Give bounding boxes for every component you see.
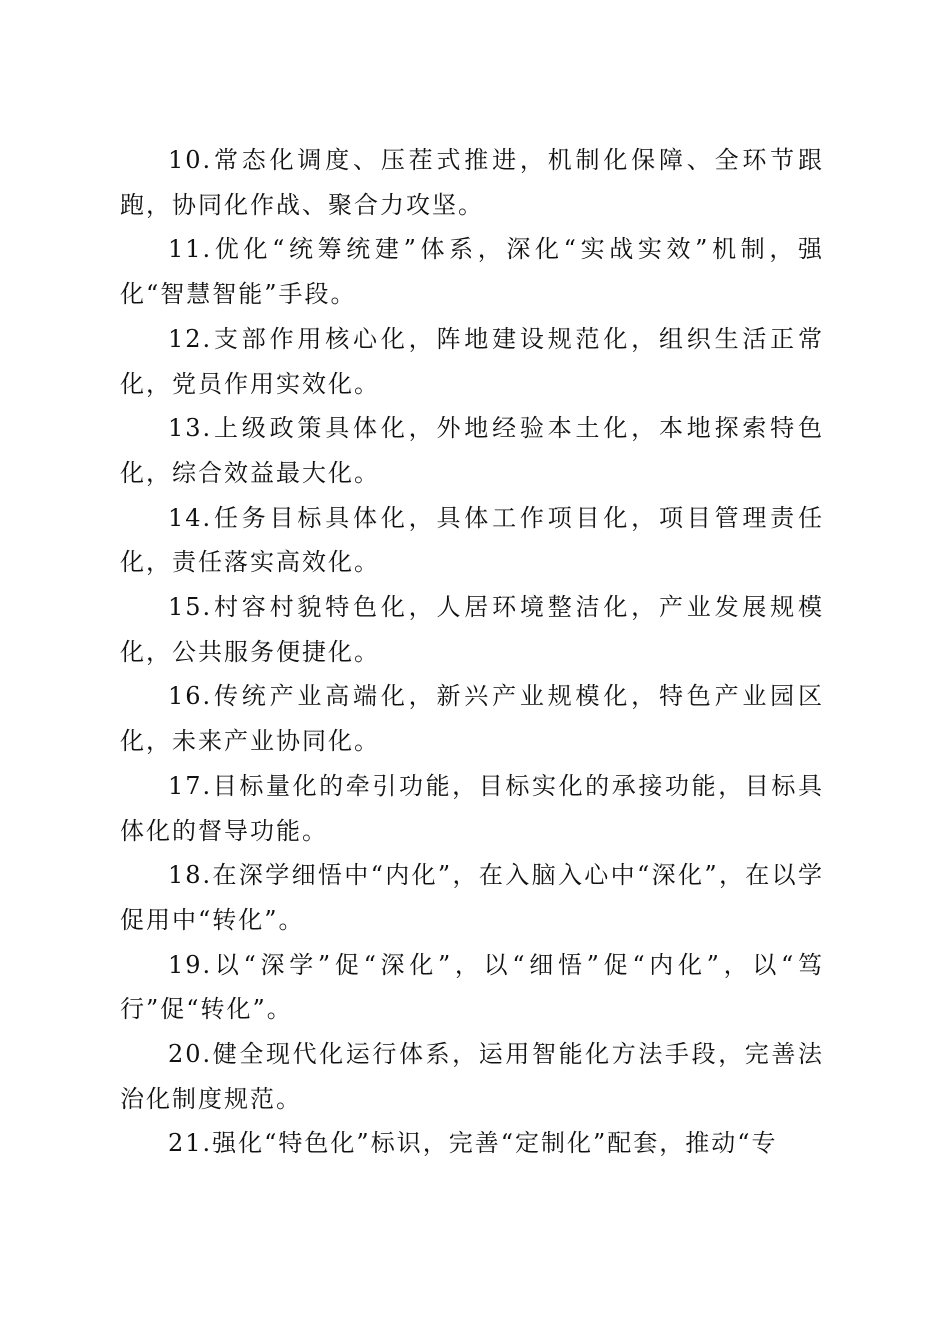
- paragraph-10: 10.常态化调度、压茬式推进，机制化保障、全环节跟跑，协同化作战、聚合力攻坚。: [120, 146, 824, 219]
- paragraph-19: 19.以“深学”促“深化”，以“细悟”促“内化”，以“笃行”促“转化”。: [120, 950, 824, 1024]
- document-body: [120, 138, 824, 1166]
- paragraph-12: 12.支部作用核心化，阵地建设规范化，组织生活正常化，党员作用实效化。: [120, 324, 824, 398]
- paragraph-17: 17.目标量化的牵引功能，目标实化的承接功能，目标具体化的督导功能。: [120, 771, 824, 845]
- paragraph-18: 18.在深学细悟中“内化”，在入脑入心中“深化”，在以学促用中“转化”。: [120, 861, 824, 934]
- paragraph-21: 21.强化“特色化”标识，完善“定制化”配套，推动“专: [168, 1129, 778, 1158]
- paragraph-16: 16.传统产业高端化，新兴产业规模化，特色产业园区化，未来产业协同化。: [120, 682, 824, 756]
- paragraph-20: 20.健全现代化运行体系，运用智能化方法手段，完善法治化制度规范。: [120, 1040, 824, 1113]
- paragraph-11: 11.优化“统筹统建”体系，深化“实战实效”机制，强化“智慧智能”手段。: [120, 235, 824, 309]
- paragraph-13: 13.上级政策具体化，外地经验本土化，本地探索特色化，综合效益最大化。: [120, 414, 824, 487]
- paragraph-14: 14.任务目标具体化，具体工作项目化，项目管理责任化，责任落实高效化。: [120, 503, 824, 577]
- paragraph-15: 15.村容村貌特色化，人居环境整洁化，产业发展规模化，公共服务便捷化。: [120, 593, 824, 666]
